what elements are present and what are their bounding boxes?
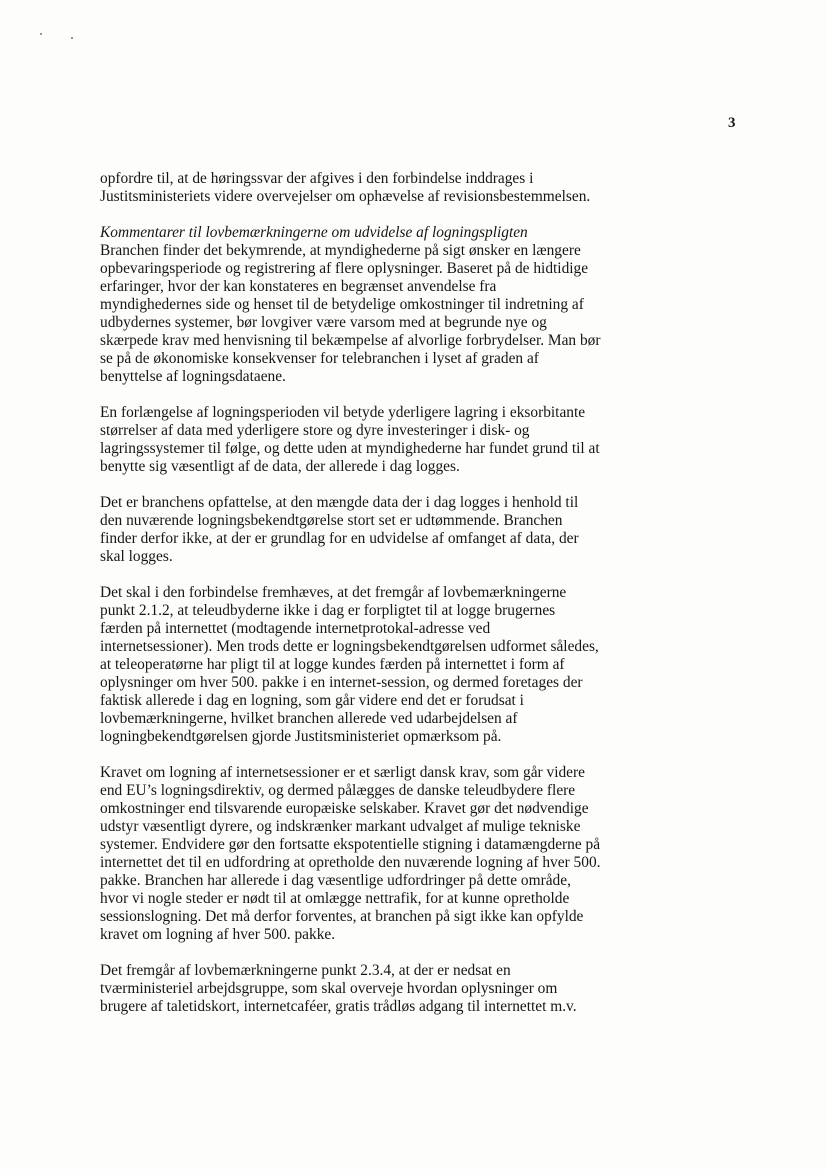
text-line: lovbemærkningerne, hvilket branchen allerede ved udarbejdelsen af [100, 710, 518, 727]
text-line: kravet om logning af hver 500. pakke. [100, 926, 336, 943]
paragraph [100, 584, 652, 746]
text-line: En forlængelse af logningsperioden vil betyde yderligere lagring i eksorbitante [100, 404, 586, 421]
text-line: skal logges. [100, 548, 173, 565]
text-line: brugere af taletidskort, internetcaféer, gratis trådløs adgang til internettet m.v. [100, 998, 577, 1015]
text-line: lagringssystemer til følge, og dette uden at myndighederne har fundet grund til at [100, 440, 600, 457]
text-line: Det er branchens opfattelse, at den mængde data der i dag logges i henhold til [100, 494, 579, 511]
paragraph [100, 494, 652, 566]
text-line: faktisk allerede i dag en logning, som går videre end det er forudsat i [100, 692, 524, 709]
text-line: skærpede krav med henvisning til bekæmpelse af alvorlige forbrydelser. Man bør [100, 332, 601, 349]
text-line: systemer. Endvidere gør den fortsatte ekspotentielle stigning i datamængderne på [100, 836, 601, 853]
text-line: Kravet om logning af internetsessioner er et særligt dansk krav, som går videre [100, 764, 585, 781]
paragraph [100, 404, 652, 476]
text-line: finder derfor ikke, at der er grundlag for en udvidelse af omfanget af data, der [100, 530, 579, 547]
text-line: størrelser af data med yderligere store og dyre investeringer i disk- og [100, 422, 530, 439]
text-line: internettet det til en udfordring at opretholde den nuværende logning af hver 500. [100, 854, 601, 871]
text-line: benyttelse af logningsdataene. [100, 368, 286, 385]
text-line: at teleoperatørne har pligt til at logge kundes færden på internettet i form af [100, 656, 565, 673]
text-line: logningbekendtgørelsen gjorde Justitsministeriet opmærksom på. [100, 728, 502, 745]
paragraph [100, 764, 652, 944]
text-line: omkostninger end tilsvarende europæiske selskaber. Kravet gør det nødvendige [100, 800, 589, 817]
text-line: udstyr væsentligt dyrere, og indskrænker markant udvalget af mulige tekniske [100, 818, 581, 835]
text-line: oplysninger om hver 500. pakke i en internet-session, og dermed foretages der [100, 674, 583, 691]
text-line: punkt 2.1.2, at teleudbyderne ikke i dag er forpligtet til at logge brugernes [100, 602, 556, 619]
text-line: end EU’s logningsdirektiv, og dermed pålægges de danske teleudbydere flere [100, 782, 576, 799]
scan-speck [40, 33, 42, 35]
text-line: hvor vi nogle steder er nødt til at omlægge nettrafik, for at kunne opretholde [100, 890, 570, 907]
scan-speck [71, 37, 73, 39]
text-line: udbydernes systemer, bør lovgiver være varsom med at begrunde nye og [100, 314, 547, 331]
text-line: opfordre til, at de høringssvar der afgives i den forbindelse inddrages i [100, 170, 534, 187]
page-number: 3 [728, 115, 736, 131]
text-line: se på de økonomiske konsekvenser for telebranchen i lyset af graden af [100, 350, 539, 367]
text-line: pakke. Branchen har allerede i dag væsentlige udfordringer på dette område, [100, 872, 571, 889]
text-line: Justitsministeriets videre overvejelser om ophævelse af revisionsbestemmelsen. [100, 188, 591, 205]
section-heading: Kommentarer til lovbemærkningerne om udvidelse af logningspligten [100, 224, 528, 241]
paragraph [100, 170, 652, 206]
document-body [100, 170, 652, 1034]
paragraph [100, 962, 652, 1016]
text-line: internetsessioner). Men trods dette er logningsbekendtgørelsen udformet således, [100, 638, 599, 655]
text-line: myndighedernes side og henset til de betydelige omkostninger til indretning af [100, 296, 584, 313]
text-line: sessionslogning. Det må derfor forventes, at branchen på sigt ikke kan opfylde [100, 908, 584, 925]
text-line: den nuværende logningsbekendtgørelse stort set er udtømmende. Branchen [100, 512, 563, 529]
text-line: erfaringer, hvor der kan konstateres en begrænset anvendelse fra [100, 278, 497, 295]
text-line: Det skal i den forbindelse fremhæves, at det fremgår af lovbemærkningerne [100, 584, 567, 601]
text-line: Branchen finder det bekymrende, at myndighederne på sigt ønsker en længere [100, 242, 581, 259]
text-line: færden på internettet (modtagende internetprotokal-adresse ved [100, 620, 491, 637]
text-line: benytte sig væsentligt af de data, der allerede i dag logges. [100, 458, 460, 475]
paragraph [100, 224, 652, 386]
text-line: Det fremgår af lovbemærkningerne punkt 2.3.4, at der er nedsat en [100, 962, 511, 979]
text-line: tværministeriel arbejdsgruppe, som skal overveje hvordan oplysninger om [100, 980, 558, 997]
text-line: opbevaringsperiode og registrering af flere oplysninger. Baseret på de hidtidige [100, 260, 589, 277]
